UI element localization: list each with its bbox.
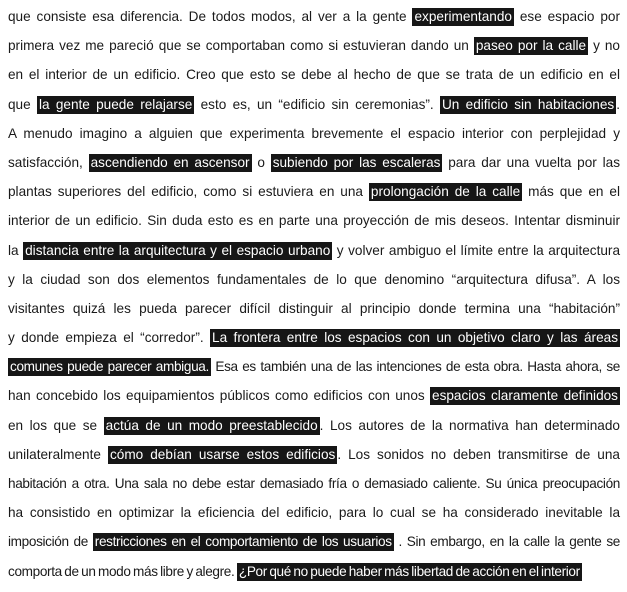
text-run: esto es, un “edificio sin ceremonias”. [194,96,440,112]
highlighted-phrase: distancia entre la arquitectura y el espacio urbano [25,242,331,258]
text-line [8,119,620,148]
text-line [8,265,620,294]
text-line [8,323,620,352]
text-run: visitantes quizá les pueda parecer difícil distinguir al principio donde termina una “habitación” [8,300,620,316]
text-line [8,236,620,265]
text-line [8,2,620,31]
text-line [8,381,620,410]
text-line [8,352,620,381]
text-run: A menudo imagino a alguien que experimenta brevemente el espacio interior con perplejidad y [8,125,620,141]
text-line [8,440,620,469]
highlighted-phrase: subiendo por las escaleras [272,154,441,170]
text-run: para dar una vuelta por las [442,154,620,170]
document-text-block [8,2,620,586]
text-run: habitación a otra. Una sala no debe estar demasiado fría o demasiado caliente. Su única preocupación [8,476,620,491]
text-run: que [8,96,37,112]
text-run: . Los autores de la normativa han determinado [319,417,620,433]
text-run: y no [588,38,620,54]
text-run: o [251,154,271,170]
text-line [8,31,620,60]
text-run: en el interior de un edificio. Creo que esto se debe al hecho de que se trata de un edificio en el [8,67,620,83]
text-line [8,557,620,586]
text-run: Esa es también una de las intenciones de esta obra. Hasta ahora, se [210,359,620,375]
text-run: interior de un edificio. Sin duda esto es en parte una proyección de mis deseos. Intentar disminuir [8,213,620,229]
text-run: . [616,96,620,112]
text-run: . Los sonidos no deben transmitirse de una [337,446,620,462]
text-line [8,148,620,177]
text-run: plantas superiores del edificio, como si estuviera en una [8,184,369,200]
text-run: imposición de [8,534,93,550]
highlighted-phrase: cómo debían usarse estos edificios [109,446,336,462]
text-run: y donde empieza el “corredor”. [8,330,211,346]
highlighted-phrase: experimentando [414,9,512,24]
highlighted-phrase: ascendiendo en ascensor [90,154,250,170]
text-run: . Sin embargo, en la calle la gente se [393,534,620,550]
text-run: han concebido los equipamientos públicos como edificios con unos [8,388,431,404]
text-run: más que en el [522,184,620,200]
text-run: y la ciudad son dos elementos fundamentales de lo que denomino “arquitectura difusa”. A los [8,271,620,287]
highlighted-phrase: La frontera entre los espacios con un objetivo claro y las áreas [212,330,618,346]
highlighted-phrase: comunes puede parecer ambigua. [10,359,209,375]
text-line [8,469,620,498]
text-line [8,60,620,89]
text-line [8,90,620,119]
highlighted-phrase: paseo por la calle [475,38,587,54]
highlighted-phrase: actúa de un modo preestablecido [105,417,318,433]
text-run: la [8,242,24,258]
text-run: en los que se [8,417,104,433]
text-run: y volver ambiguo el límite entre la arquitectura [332,242,621,258]
text-run: ese espacio por [513,9,620,24]
highlighted-phrase: restricciones en el comportamiento de los usuarios [94,534,392,550]
text-line [8,177,620,206]
highlighted-phrase: espacios claramente definidos [432,388,618,404]
text-run: que consiste esa diferencia. De todos modos, al ver a la gente [8,9,413,24]
text-run: satisfacción, [8,154,89,170]
text-line [8,294,620,323]
highlighted-phrase: Un edificio sin habitaciones [441,96,615,112]
text-line [8,206,620,235]
highlighted-phrase: la gente puede relajarse [38,96,193,112]
highlighted-phrase: prolongación de la calle [370,184,521,200]
text-line [8,498,620,527]
text-line [8,527,620,556]
text-run: primera vez me pareció que se comportaban como si estuvieran dando un [8,38,474,54]
highlighted-phrase: ¿Por qué no puede haber más libertad de acción en el interior [238,563,580,579]
text-line [8,411,620,440]
text-run: ha consistido en optimizar la eficiencia del edificio, para lo cual se ha considerado inevitable la [8,505,620,521]
text-run: comporta de un modo más libre y alegre. [8,563,237,579]
text-run: unilateralmente [8,446,108,462]
